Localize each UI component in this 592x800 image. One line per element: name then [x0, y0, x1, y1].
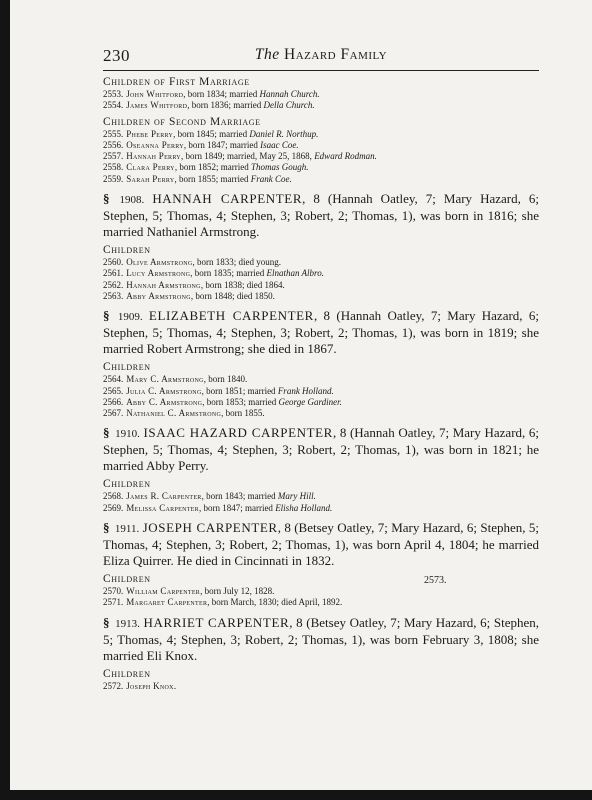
child-name: James R. Carpenter [126, 491, 202, 502]
entry-text: , 8 (Betsey Oatley, 7; Mary Hazard, 6; Stephen, 5; Thomas, 4; Stephen, 3; Robert, 2; Thomas, 1), was born February 3, 1808; she married Eli Knox. [103, 614, 540, 663]
child-list-item [103, 257, 539, 268]
child-details: , born 1834; married [183, 89, 260, 99]
running-title [103, 46, 539, 64]
children-list [103, 586, 539, 609]
children-list [103, 491, 539, 514]
running-header [103, 46, 539, 71]
child-details: , born 1848; died 1850. [190, 290, 275, 301]
children-heading: Children [103, 667, 151, 680]
catchword: 2573. [424, 575, 447, 586]
child-spouse: Daniel R. Northup. [249, 128, 319, 139]
children-list [103, 681, 539, 692]
entry-name: ISAAC HAZARD CARPENTER [143, 425, 333, 441]
child-number: 2558. [103, 162, 124, 173]
child-spouse: Elisha Holland. [275, 502, 333, 513]
section-mark: § [103, 520, 110, 536]
child-details: , born 1845; married [173, 128, 250, 139]
child-name: Abby C. Armstrong [126, 396, 203, 407]
entry-paragraph [103, 520, 539, 569]
child-details: , born 1847; married [183, 139, 261, 150]
child-number: 2567. [103, 408, 124, 419]
child-spouse: George Gardiner. [278, 396, 342, 407]
child-details: . [173, 680, 177, 691]
child-list-item [103, 586, 539, 597]
children-heading: Children [103, 361, 151, 374]
child-details: , born 1836; married [187, 100, 264, 111]
child-list-item [103, 174, 539, 185]
first-marriage-children [103, 89, 539, 112]
section-mark: § [103, 308, 110, 324]
child-list-item [103, 151, 539, 162]
entry-number: 1909. [117, 311, 143, 324]
entry-paragraph [103, 615, 539, 664]
entry-number: 1908. [119, 194, 145, 207]
child-list-item [103, 597, 539, 608]
child-name: Clara Perry [126, 162, 175, 173]
child-name: Nathaniel C. Armstrong [126, 408, 222, 419]
child-number: 2554. [103, 100, 124, 111]
child-details: , born 1852; married [174, 162, 252, 173]
entry-paragraph [103, 191, 539, 240]
child-spouse: Isaac Coe. [260, 139, 299, 150]
child-number: 2559. [103, 173, 124, 184]
entry-text: , 8 (Hannah Oatley, 7; Mary Hazard, 6; Stephen, 5; Thomas, 4; Stephen, 3; Robert, 2; Thomas, 1), was born in 1821; he married Abby Perry. [103, 425, 540, 474]
second-marriage-children [103, 129, 539, 185]
child-list-item [103, 386, 539, 397]
child-number: 2568. [103, 491, 124, 502]
child-list-item [103, 491, 539, 502]
child-number: 2561. [103, 268, 124, 279]
child-name: Margaret Carpenter [126, 597, 208, 608]
child-name: Lucy Armstrong [126, 268, 191, 279]
child-spouse: Hannah Church. [259, 89, 320, 99]
child-details: , born 1851; married [201, 385, 278, 396]
child-details: , born July 12, 1828. [200, 586, 275, 597]
child-list-item [103, 408, 539, 419]
child-details: , born 1849; married, May 25, 1868, [180, 151, 315, 162]
child-spouse: Edward Rodman. [314, 151, 377, 162]
child-number: 2565. [103, 385, 124, 396]
children-list [103, 374, 539, 419]
child-name: Hannah Armstrong [126, 279, 201, 290]
first-marriage-heading: Children of First Marriage [103, 76, 250, 88]
child-spouse: Thomas Gough. [251, 162, 309, 173]
running-title-the: The [254, 46, 280, 63]
child-name: Mary C. Armstrong [126, 374, 204, 385]
entry-paragraph [103, 425, 539, 474]
entry-text: , 8 (Hannah Oatley, 7; Mary Hazard, 6; Stephen, 5; Thomas, 4; Stephen, 3; Robert, 2; Thomas, 1), was born in 1819; she married Robert Armstrong; she died in 1867. [103, 308, 539, 357]
child-name: Phebe Perry [126, 128, 174, 139]
child-number: 2556. [103, 139, 124, 150]
children-heading: Children [103, 573, 151, 586]
child-name: Sarah Perry [126, 173, 175, 184]
child-number: 2572. [103, 680, 124, 691]
page-number: 230 [103, 46, 130, 65]
child-spouse: Mary Hill. [277, 491, 316, 502]
child-spouse: Elnathan Albro. [266, 268, 324, 279]
entry-text: , 8 (Hannah Oatley, 7; Mary Hazard, 6; Stephen, 5; Thomas, 4; Stephen, 3; Robert, 2; Thomas, 1), was born in 1816; she married Nathaniel Armstrong. [103, 191, 539, 240]
children-list [103, 257, 539, 302]
child-name: Abby Armstrong [126, 290, 191, 301]
child-number: 2553. [103, 89, 124, 99]
entry-number: 1913. [115, 617, 140, 630]
child-name: Julia C. Armstrong [126, 385, 202, 396]
child-details: , born 1838; died 1864. [200, 279, 285, 290]
section-mark: § [103, 614, 110, 630]
child-details: , born 1843; married [201, 491, 278, 502]
child-details: , born 1835; married [190, 268, 267, 279]
child-number: 2560. [103, 257, 124, 268]
child-name: Hannah Perry [126, 151, 181, 162]
child-name: Oseanna Perry [126, 139, 184, 150]
child-details: , born 1833; died young. [192, 257, 282, 268]
child-list-item [103, 291, 539, 302]
child-number: 2569. [103, 502, 124, 513]
child-name: Joseph Knox [126, 680, 174, 691]
entry-number: 1910. [115, 428, 140, 441]
child-spouse: Della Church. [263, 100, 315, 111]
children-heading: Children [103, 244, 151, 257]
child-list-item [103, 503, 539, 514]
child-number: 2566. [103, 396, 124, 407]
child-list-item [103, 162, 539, 173]
child-number: 2564. [103, 374, 124, 385]
entry-name: HANNAH CARPENTER [152, 191, 303, 207]
child-details: , born 1840. [203, 374, 248, 385]
section-mark: § [103, 425, 110, 441]
child-details: , born 1847; married [198, 502, 276, 513]
entry-text: , 8 (Betsey Oatley, 7; Mary Hazard, 6; Stephen, 5; Thomas, 4; Stephen, 3; Robert, 2; Thomas, 1), was born April 4, 1804; he married Eliza Quirrer. He died in Cincinnati in 1832. [103, 520, 540, 569]
child-name: Olive Armstrong [126, 257, 193, 268]
child-details: , born 1853; married [202, 396, 279, 407]
child-list-item [103, 397, 539, 408]
child-number: 2557. [103, 151, 124, 162]
section-mark: § [103, 191, 110, 207]
child-name: James Whitford [126, 100, 188, 111]
child-name: William Carpenter [126, 586, 201, 597]
child-list-item [103, 129, 539, 140]
child-details: , born 1855; married [174, 173, 251, 184]
entry-number: 1911. [114, 523, 140, 536]
genealogy-entries [103, 191, 539, 692]
running-title-rest: Hazard Family [284, 46, 388, 63]
child-number: 2555. [103, 128, 124, 139]
child-number: 2571. [103, 597, 124, 608]
child-spouse: Frank Holland. [277, 385, 334, 396]
child-list-item [103, 681, 539, 692]
book-page [10, 0, 592, 790]
child-list-item [103, 374, 539, 385]
child-details: , born March, 1830; died April, 1892. [207, 597, 343, 608]
child-list-item [103, 100, 539, 111]
child-list-item [103, 89, 539, 100]
child-number: 2563. [103, 290, 124, 301]
entry-paragraph [103, 308, 539, 357]
child-name: John Whitford [126, 89, 184, 99]
entry-name: JOSEPH CARPENTER [142, 520, 278, 536]
child-name: Melissa Carpenter [126, 502, 199, 513]
child-list-item [103, 280, 539, 291]
children-heading: Children [103, 478, 151, 491]
child-number: 2570. [103, 586, 124, 597]
child-details: , born 1855. [221, 408, 265, 419]
child-number: 2562. [103, 279, 124, 290]
child-list-item [103, 140, 539, 151]
child-list-item [103, 268, 539, 279]
page-content [103, 46, 539, 696]
second-marriage-heading: Children of Second Marriage [103, 115, 261, 128]
entry-name: ELIZABETH CARPENTER [148, 308, 314, 324]
entry-name: HARRIET CARPENTER [143, 614, 290, 630]
child-spouse: Frank Coe. [250, 173, 292, 184]
